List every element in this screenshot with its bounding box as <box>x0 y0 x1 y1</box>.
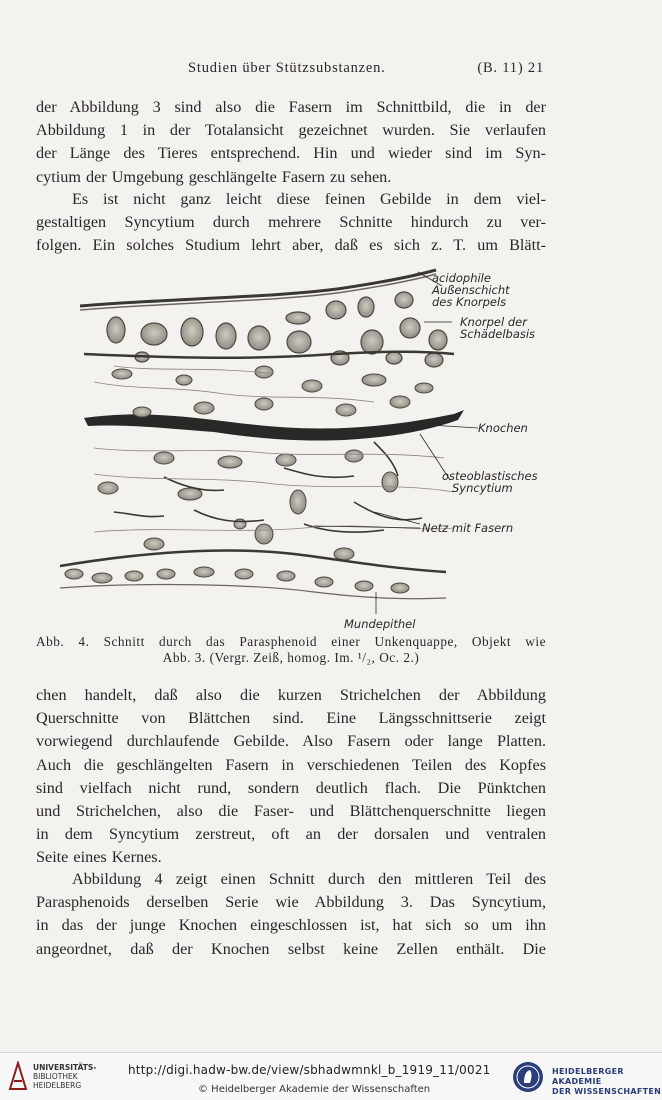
mouth-epithelium <box>60 550 446 572</box>
label-aussenschicht: Außenschicht <box>432 283 510 297</box>
paragraph-2 <box>36 188 546 258</box>
text-line: in dem Syncytium zerstreut, oft an der dorsalen und ventralen <box>36 825 546 844</box>
paragraph-1 <box>36 96 546 189</box>
academy-name-line-2: DER WISSENSCHAFTEN <box>552 1087 662 1096</box>
label-syncytium: Syncytium <box>452 481 513 495</box>
label-acidophile: acidophile <box>432 271 491 285</box>
cartilage-outer-layer <box>80 270 436 306</box>
text-line: angeordnet, daß der Knochen selbst keine Zellen enthält. Die <box>36 939 546 958</box>
label-osteoblastisches: osteoblastisches <box>442 469 538 483</box>
text-line: cytium der Umgebung geschlängelte Fasern zu sehen. <box>36 167 392 186</box>
text-line: folgen. Ein solches Studium lehrt aber, daß es sich z. T. um Blätt- <box>36 236 546 255</box>
text-line: Abbildung 1 in der Totalansicht gezeichnet wurden. Sie verlaufen <box>36 121 546 140</box>
caption-line-2: Abb. 3. (Vergr. Zeiß, homog. Im. ¹/₂, Oc. 2.) <box>162 650 420 665</box>
histology-figure <box>54 262 540 634</box>
paragraph-3 <box>36 684 546 870</box>
running-head <box>36 60 544 80</box>
library-name-line-2: BIBLIOTHEK <box>33 1072 78 1081</box>
library-name-line-3: HEIDELBERG <box>33 1081 82 1090</box>
text-line: in das der junge Knochen eingeschlossen ist, hat sich so um ihn <box>36 916 546 935</box>
running-head-title: Studien über Stützsubstanzen. <box>188 60 386 76</box>
viewer-footer <box>0 1052 662 1100</box>
running-head-page-ref: (B. 11) 21 <box>477 60 544 76</box>
text-line: der Abbildung 3 sind also die Fasern im Schnittbild, die in der <box>36 98 546 116</box>
text-line: sind vielfach nicht rund, sondern deutlich flach. Die Pünktchen <box>36 778 546 797</box>
text-line: Parasphenoids derselben Serie wie Abbildung 3. Das Syncytium, <box>36 893 546 912</box>
text-line: vorwiegend durchlaufende Gebilde. Also Fasern oder lange Platten. <box>36 732 546 751</box>
text-line: gestaltigen Syncytium durch mehrere Schnitte hindurch zu ver- <box>36 213 546 232</box>
library-name-line-1: UNIVERSITÄTS- <box>33 1063 97 1072</box>
text-line: Querschnitte von Blättchen sind. Eine Längsschnittserie zeigt <box>36 709 546 728</box>
text-line: chen handelt, daß also die kurzen Strichelchen der Abbildung <box>36 686 546 704</box>
figure-caption <box>36 634 546 666</box>
copyright-notice: © Heidelberger Akademie der Wissenschaften <box>198 1084 431 1095</box>
academy-seal-icon <box>512 1061 544 1093</box>
text-line: Es ist nicht ganz leicht diese feinen Gebilde in dem viel- <box>72 190 546 208</box>
university-library-logo-icon <box>8 1061 28 1091</box>
label-des-knorpels: des Knorpels <box>432 295 507 309</box>
label-knochen: Knochen <box>478 421 528 435</box>
label-knorpel-der: Knorpel der <box>460 315 527 329</box>
academy-name <box>552 1067 662 1097</box>
text-line: Seite eines Kernes. <box>36 848 162 867</box>
text-line: Abbildung 4 zeigt einen Schnitt durch den mittleren Teil des <box>72 870 546 888</box>
library-name <box>33 1063 96 1090</box>
text-line: Auch die geschlängelten Fasern in verschiedenen Teilen des Kopfes <box>36 755 546 774</box>
academy-name-line-1: HEIDELBERGER AKADEMIE <box>552 1067 624 1086</box>
text-line: und Strichelchen, also die Faser- und Blättchenquerschnitte liegen <box>36 801 546 820</box>
permalink-url[interactable]: http://digi.hadw-bw.de/view/sbhadwmnkl_b_1919_11/0021 <box>128 1063 491 1077</box>
label-netz-mit-fasern: Netz mit Fasern <box>422 521 514 535</box>
label-mundepithel: Mundepithel <box>344 617 416 631</box>
text-line: der Länge des Tieres entsprechend. Hin und wieder sind im Syn- <box>36 144 546 163</box>
caption-line-1: Abb. 4. Schnitt durch das Parasphenoid einer Unkenquappe, Objekt wie <box>36 634 546 649</box>
label-schaedelbasis: Schädelbasis <box>460 327 536 341</box>
paragraph-4 <box>36 868 546 961</box>
